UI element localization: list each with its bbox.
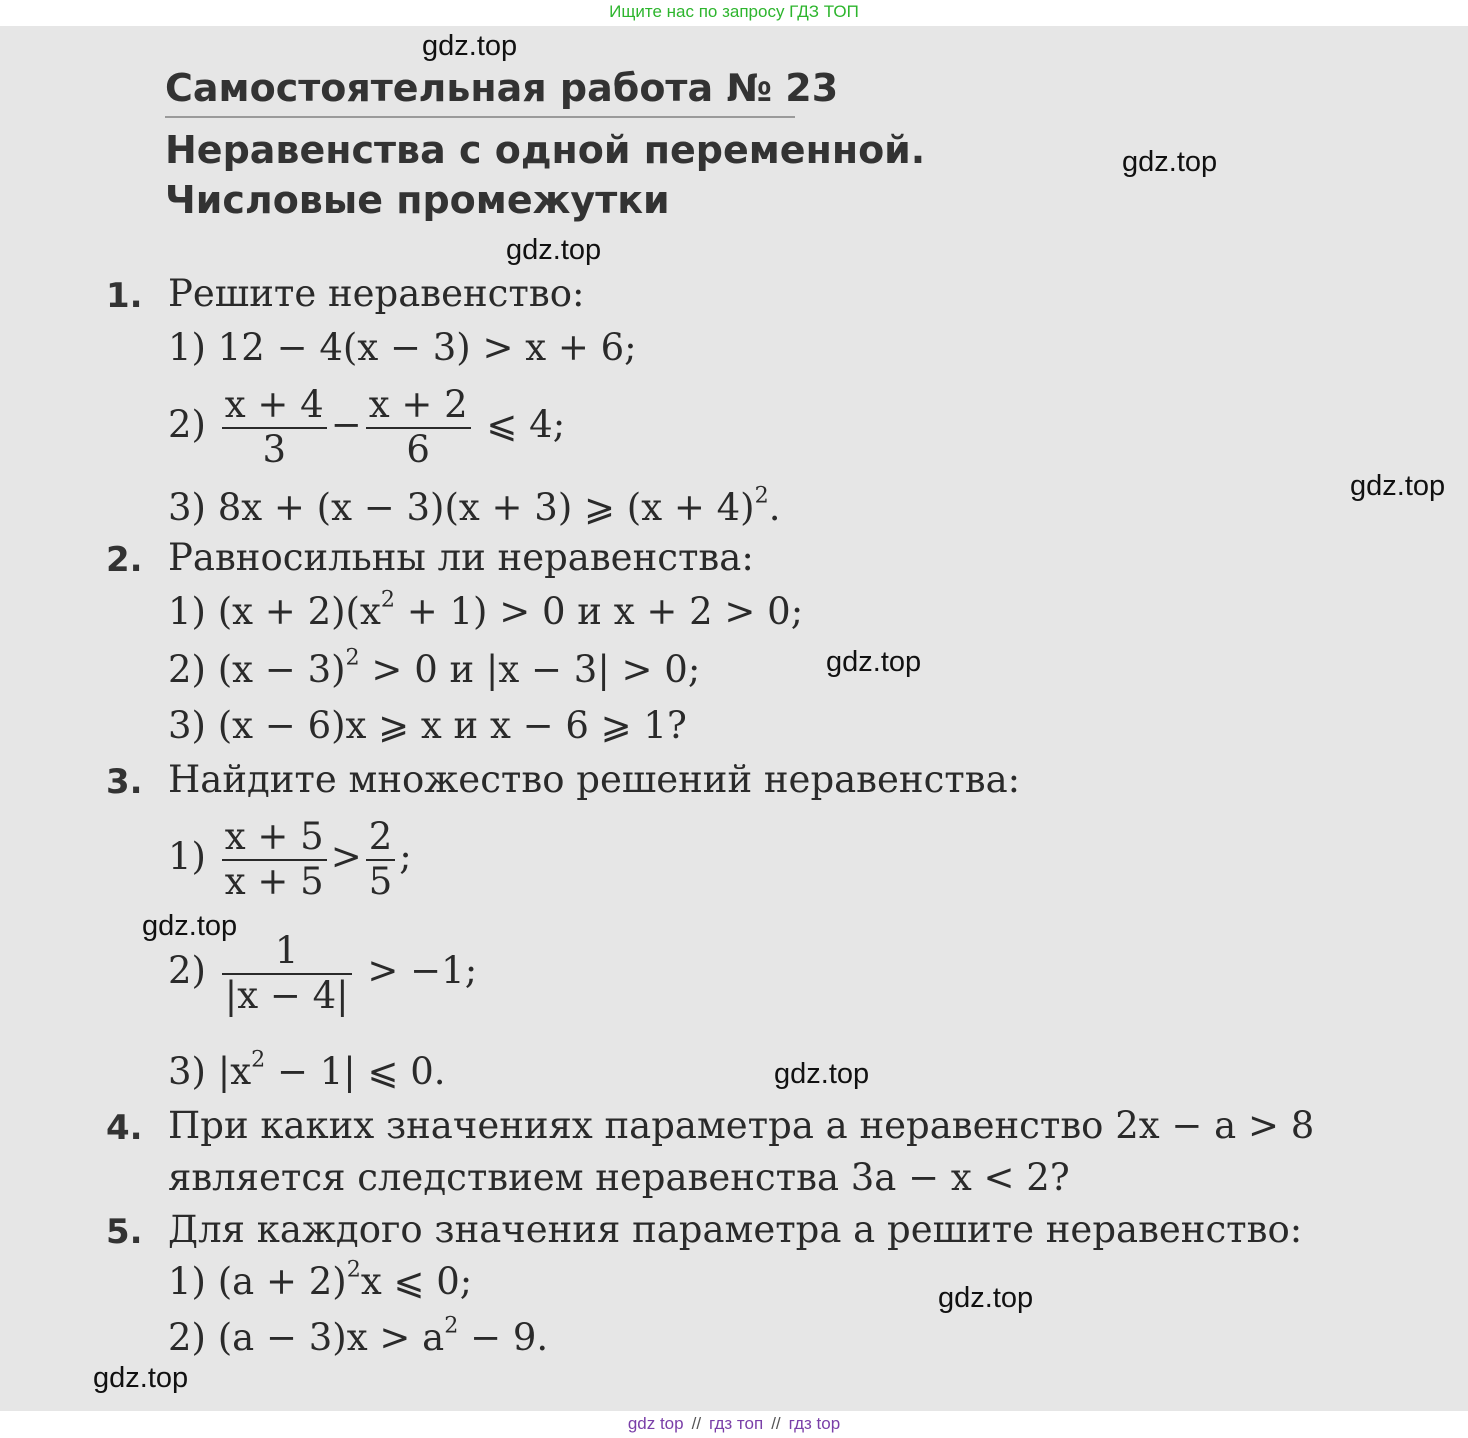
task-5-item-1 (168, 1256, 473, 1303)
numerator: x + 4 (222, 384, 327, 429)
task-5-prompt: Для каждого значения параметра a решите неравенство: (168, 1208, 1303, 1251)
task-1-prompt: Решите неравенство: (168, 272, 585, 315)
gt-sign: > (330, 835, 362, 879)
fraction (366, 384, 471, 471)
bottom-link-3[interactable]: гдз top (788, 1414, 841, 1433)
expr: 1) (x + 2)(x (168, 590, 381, 633)
label: 2) (168, 949, 206, 993)
bottom-link-2[interactable]: гдз топ (709, 1414, 764, 1433)
task-2-item-2 (168, 644, 701, 691)
task-1-item-1: 1) 12 − 4(x − 3) > x + 6; (168, 326, 637, 369)
watermark: gdz.top (142, 910, 238, 942)
label: 1) (168, 835, 206, 879)
task-3-item-2 (168, 930, 477, 1017)
fraction (366, 816, 396, 903)
expr-end: x ⩽ 0; (360, 1260, 473, 1303)
watermark: gdz.top (938, 1282, 1034, 1314)
exponent: 2 (380, 586, 395, 613)
watermark: gdz.top (1122, 146, 1218, 178)
textbook-page (0, 26, 1468, 1411)
numerator: 2 (366, 816, 396, 861)
fraction (222, 930, 352, 1017)
task-3-item-3 (168, 1046, 446, 1093)
task-2-item-1 (168, 586, 804, 633)
tail: > −1; (367, 949, 478, 993)
task-1-number: 1. (106, 276, 143, 316)
page-title: Самостоятельная работа № 23 (165, 66, 839, 110)
watermark: gdz.top (826, 646, 922, 678)
task-4-line-2: является следствием неравенства 3a − x < 2? (168, 1156, 1070, 1199)
denominator: 6 (406, 427, 430, 471)
task-5-item-2 (168, 1312, 549, 1359)
watermark: gdz.top (1350, 470, 1446, 502)
exponent: 2 (346, 1256, 361, 1283)
expr: 3) 8x + (x − 3)(x + 3) ⩾ (x + 4) (168, 486, 755, 529)
watermark: gdz.top (774, 1058, 870, 1090)
label: 2) (168, 403, 206, 447)
expr: 2) (a − 3)x > a (168, 1316, 445, 1359)
task-2-number: 2. (106, 540, 143, 580)
watermark: gdz.top (506, 234, 602, 266)
exponent: 2 (444, 1312, 459, 1339)
expr-end: − 1| ⩽ 0. (265, 1050, 446, 1093)
expr: 3) |x (168, 1050, 252, 1093)
numerator: x + 5 (222, 816, 327, 861)
expr-end: + 1) > 0 и x + 2 > 0; (394, 590, 804, 633)
task-3-item-1 (168, 816, 412, 903)
numerator: 1 (222, 930, 352, 975)
expr: 1) (a + 2) (168, 1260, 347, 1303)
exponent: 2 (754, 482, 769, 509)
fraction (222, 816, 327, 903)
top-banner[interactable]: Ищите нас по запросу ГДЗ ТОП (609, 2, 859, 21)
tail: ; (399, 835, 412, 879)
bottom-banner (0, 1411, 1468, 1438)
task-3-number: 3. (106, 762, 143, 802)
task-2-item-3: 3) (x − 6)x ⩾ x и x − 6 ⩾ 1? (168, 704, 687, 747)
denominator: 3 (262, 427, 286, 471)
minus-sign: − (330, 403, 362, 447)
tail: ⩽ 4; (486, 403, 566, 447)
watermark: gdz.top (93, 1362, 189, 1394)
expr: 2) (x − 3) (168, 648, 346, 691)
task-1-item-3 (168, 482, 781, 529)
numerator: x + 2 (366, 384, 471, 429)
task-2-prompt: Равносильны ли неравенства: (168, 536, 754, 579)
denominator: x + 5 (224, 859, 324, 903)
expr-end: . (768, 486, 781, 529)
separator: // (691, 1414, 702, 1433)
denominator: 5 (368, 859, 393, 903)
task-3-prompt: Найдите множество решений неравенства: (168, 758, 1021, 801)
task-4-number: 4. (106, 1108, 143, 1148)
bottom-link-1[interactable]: gdz top (627, 1414, 684, 1433)
expr-end: − 9. (458, 1316, 549, 1359)
subtitle-line-1: Неравенства с одной переменной. (165, 128, 926, 172)
fraction (222, 384, 327, 471)
task-4-line-1: При каких значениях параметра a неравенство 2x − a > 8 (168, 1104, 1315, 1147)
exponent: 2 (251, 1046, 266, 1073)
separator: // (771, 1414, 781, 1433)
title-underline (165, 116, 795, 118)
task-5-number: 5. (106, 1212, 143, 1252)
denominator: |x − 4| (224, 973, 349, 1017)
watermark: gdz.top (422, 30, 518, 62)
exponent: 2 (345, 644, 360, 671)
task-1-item-2 (168, 384, 565, 471)
expr-end: > 0 и |x − 3| > 0; (359, 648, 701, 691)
subtitle-line-2: Числовые промежутки (165, 178, 670, 222)
